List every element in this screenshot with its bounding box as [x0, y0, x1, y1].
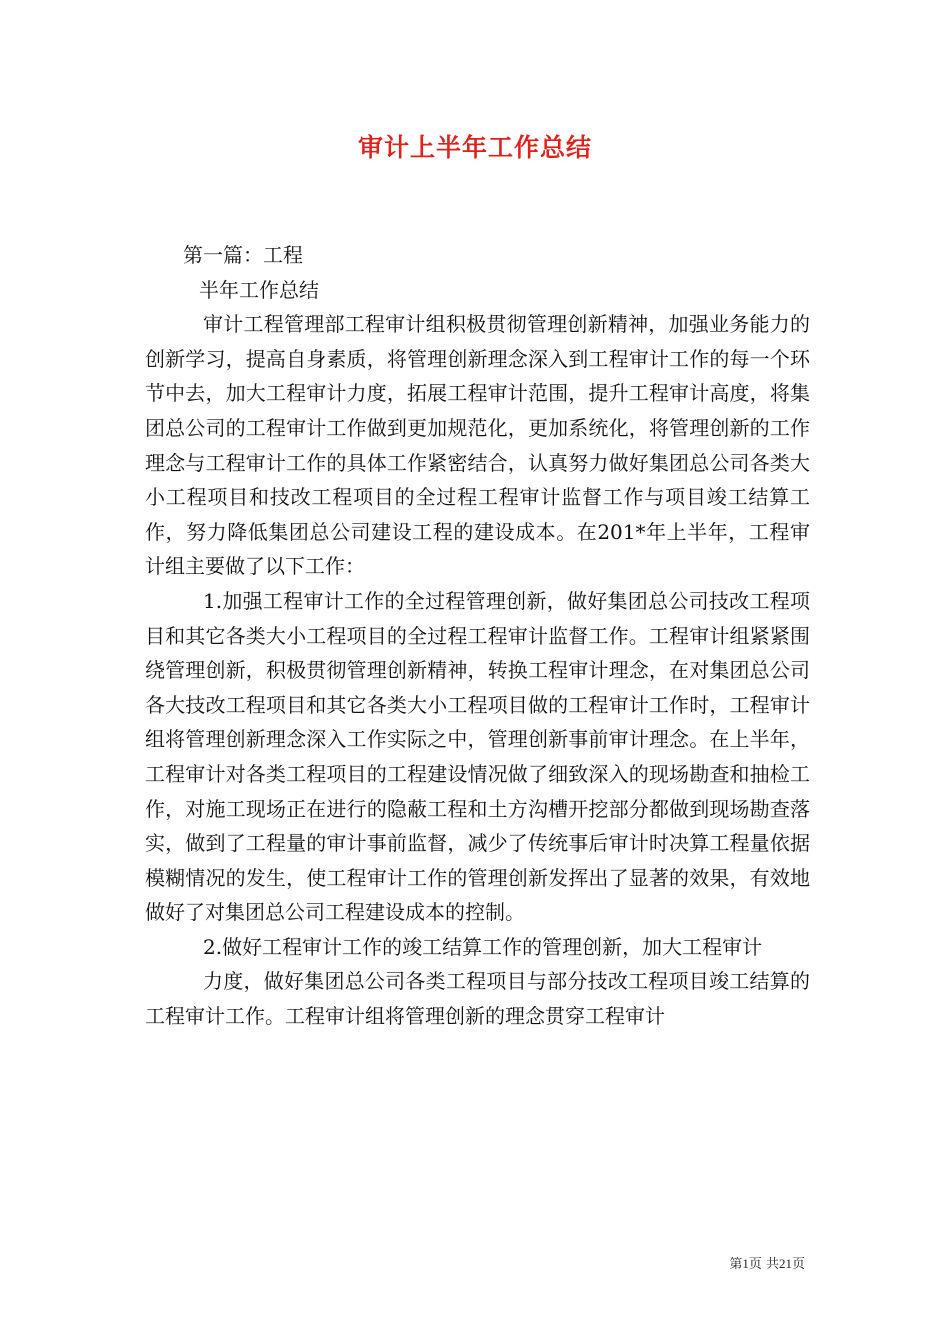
paragraph-item-2: 2.做好工程审计工作的竣工结算工作的管理创新，加大工程审计: [203, 934, 763, 959]
section-heading: 第一篇：工程: [183, 243, 303, 267]
paragraph-item-2-continued: 力度，做好集团总公司各类工程项目与部分技改工程项目竣工结算的工程审计工作。工程审计组将管理创新的理念贯穿工程审计: [145, 969, 810, 1029]
footer-suffix: 页: [791, 1257, 805, 1272]
document-body: [145, 238, 810, 1034]
footer-prefix: 第: [729, 1257, 743, 1272]
footer-middle: 页 共: [748, 1257, 779, 1272]
paragraph-intro: 审计工程管理部工程审计组积极贯彻管理创新精神，加强业务能力的创新学习，提高自身素质，将管理创新理念深入到工程审计工作的每一个环节中去，加大工程审计力度，拓展工程审计范围，提升工程审计高度，将集团总公司的工程审计工作做到更加规范化，更加系统化，将管理创新的工作理念与工程审计工作的具体工作紧密结合，认真努力做好集团总公司各类大小工程项目和技改工程项目的全过程工程审计监督工作与项目竣工结算工作，努力降低集团总公司建设工程的建设成本。在201*年上半年，工程审计组主要做了以下工作：: [145, 312, 810, 579]
section-subheading: 半年工作总结: [199, 277, 319, 302]
paragraph-item-1: 1.加强工程审计工作的全过程管理创新，做好集团总公司技改工程项目和其它各类大小工程项目的全过程工程审计监督工作。工程审计组紧紧围绕管理创新，积极贯彻管理创新精神，转换工程审计理念，在对集团总公司各大技改工程项目和其它各类大小工程项目做的工程审计工作时，工程审计组将管理创新理念深入工作实际之中，管理创新事前审计理念。在上半年，工程审计对各类工程项目的工程建设情况做了细致深入的现场勘查和抽检工作，对施工现场正在进行的隐蔽工程和土方沟槽开挖部分都做到现场勘查落实，做到了工程量的审计事前监督，减少了传统事后审计时决算工程量依据模糊情况的发生，使工程审计工作的管理创新发挥出了显著的效果，有效地做好了对集团总公司工程建设成本的控制。: [145, 588, 810, 925]
page-footer: [729, 1253, 805, 1272]
document-title: 审计上半年工作总结: [357, 133, 592, 162]
footer-total-pages: 21: [778, 1256, 792, 1271]
footer-page-number: 1: [742, 1256, 749, 1271]
